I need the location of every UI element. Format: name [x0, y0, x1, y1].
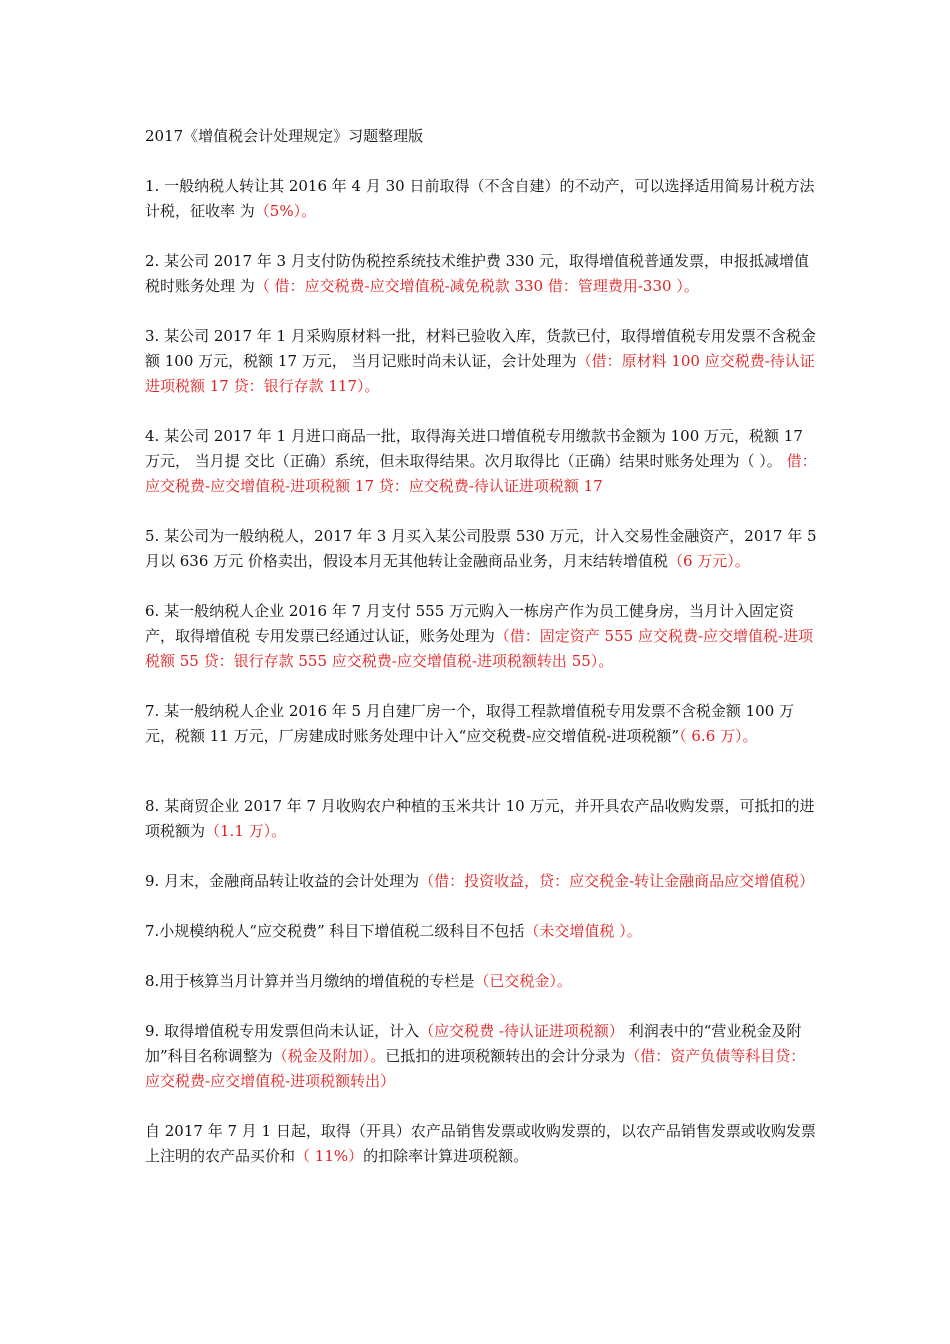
question-paragraph: [145, 599, 817, 674]
question-paragraph: [145, 249, 817, 299]
question-text: 1. 一般纳税人转让其 2016 年 4 月 30 日前取得（不含自建）的不动产，可以选择适用简易计税方法计税，征收率 为: [145, 177, 815, 220]
question-paragraph: [145, 174, 817, 224]
answer-text: （借：资产负债等科目贷：应交税费-应交增值税-进项税额转出）: [145, 1047, 806, 1090]
question-text: 的扣除率计算进项税额。: [363, 1147, 529, 1165]
question-text: 2. 某公司 2017 年 3 月支付防伪税控系统技术维护费 330 元，取得增值税普通发票，申报抵减增值税时账务处理 为: [145, 252, 810, 295]
question-text: 3. 某公司 2017 年 1 月采购原材料一批，材料已验收入库，货款已付，取得增值税专用发票不含税金额 100 万元，税额 17 万元， 当月记账时尚未认证，会计处理为: [145, 327, 816, 370]
question-paragraph: [145, 324, 817, 399]
question-text: 4. 某公司 2017 年 1 月进口商品一批，取得海关进口增值税专用缴款书金额为 100 万元，税额 17 万元， 当月提 交比（正确）系统，但未取得结果。次月取得比（正确）结果时账务处理为（ ）。: [145, 427, 803, 470]
question-text: 6. 某一般纳税人企业 2016 年 7 月支付 555 万元购入一栋房产作为员工健身房，当月计入固定资产，取得增值税 专用发票已经通过认证，账务处理为: [145, 602, 795, 645]
question-text: 9. 取得增值税专用发票但尚未认证，计入: [145, 1022, 420, 1040]
answer-text: （未交增值税 ）。: [524, 922, 642, 940]
question-text: 8.用于核算当月计算并当月缴纳的增值税的专栏是: [145, 972, 475, 990]
answer-text: （6 万元）。: [667, 552, 750, 570]
question-paragraph: [145, 1119, 817, 1169]
question-paragraph: [145, 969, 817, 994]
answer-text: （已交税金）。: [474, 972, 572, 990]
question-text: 8. 某商贸企业 2017 年 7 月收购农户种植的玉米共计 10 万元，并开具农产品收购发票，可抵扣的进项税额为: [145, 797, 815, 840]
question-text: 5. 某公司为一般纳税人，2017 年 3 月买入某公司股票 530 万元，计入交易性金融资产，2017 年 5 月以 636 万元 价格卖出，假设本月无其他转让金融商品业务，月末结转增值税: [145, 527, 817, 570]
question-text: 7.小规模纳税人“应交税费” 科目下增值税二级科目不包括: [145, 922, 525, 940]
answer-text: （1.1 万）。: [205, 822, 287, 840]
answer-text: （借：原材料 100 应交税费-待认证进项税额 17 贷：银行存款 117）。: [145, 352, 815, 395]
question-paragraph: [145, 919, 817, 944]
question-paragraph: [145, 524, 817, 574]
question-text: 自 2017 年 7 月 1 日起，取得（开具）农产品销售发票或收购发票的，以农产品销售发票或收购发票上注明的农产品买价和: [145, 1122, 816, 1165]
answer-text: （ 11%）: [295, 1147, 364, 1165]
question-paragraph: [145, 869, 817, 894]
answer-text: （ 6.6 万）。: [679, 727, 758, 745]
answer-text: （税金及附加）。: [272, 1047, 386, 1065]
document-body: [145, 174, 817, 1169]
question-text: 9. 月末，金融商品转让收益的会计处理为: [145, 872, 420, 890]
question-paragraph: [145, 424, 817, 499]
question-paragraph: [145, 794, 817, 844]
answer-text: （借：固定资产 555 应交税费-应交增值税-进项税额 55 贷：银行存款 555 应交税费-应交增值税-进项税额转出 55）。: [145, 627, 814, 670]
answer-text: 借：应交税费-应交增值税-进项税额 17 贷：应交税费-待认证进项税额 17: [145, 452, 817, 495]
question-paragraph: [145, 1019, 817, 1094]
question-paragraph: [145, 699, 817, 749]
question-text: 利润表中的“营业税金及附加”科目名称调整为: [145, 1022, 802, 1065]
answer-text: （借：投资收益，贷：应交税金-转让金融商品应交增值税）: [419, 872, 815, 890]
question-text: 已抵扣的进项税额转出的会计分录为: [385, 1047, 626, 1065]
answer-text: （ 借：应交税费-应交增值税-减免税款 330 借：管理费用-330 ）。: [254, 277, 699, 295]
document-title: 2017《增值税会计处理规定》习题整理版: [145, 127, 424, 145]
question-text: 7. 某一般纳税人企业 2016 年 5 月自建厂房一个，取得工程款增值税专用发票不含税金额 100 万元，税额 11 万元，厂房建成时账务处理中计入“应交税费-应交增值税-进项税额”: [145, 702, 795, 745]
answer-text: （应交税费 -待认证进项税额）: [419, 1022, 624, 1040]
answer-text: （5%）。: [254, 202, 317, 220]
document-page: [145, 124, 817, 1194]
